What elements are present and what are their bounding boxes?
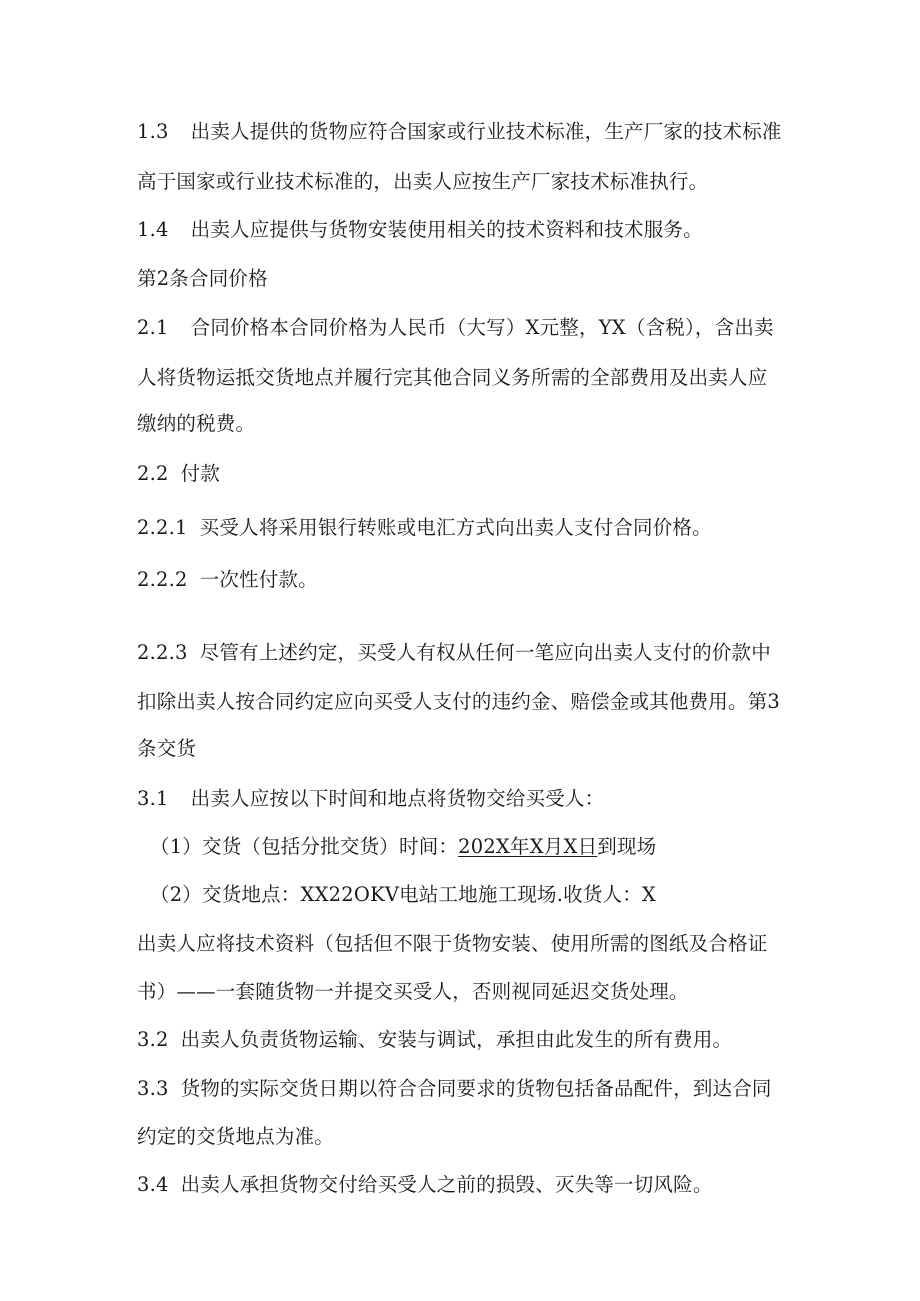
clause-number: 2.2.2 bbox=[137, 568, 188, 591]
clause-text: 出卖人承担货物交付给买受人之前的损毁、灭失等一切风险。 bbox=[180, 1173, 713, 1196]
article-2-heading: 第2条合同价格 bbox=[137, 267, 268, 290]
clause-1-3-line-1 bbox=[137, 120, 797, 144]
clause-text: 货物的实际交货日期以符合合同要求的货物包括备品配件，到达合同 bbox=[180, 1077, 772, 1100]
clause-2-2 bbox=[137, 462, 797, 486]
clause-2-2-3-line-1 bbox=[137, 641, 797, 665]
clause-2-2-1 bbox=[137, 516, 797, 540]
delivery-time-item bbox=[150, 835, 810, 859]
tech-docs-line-1: 出卖人应将技术资料（包括但不限于货物安装、使用所需的图纸及合格证 bbox=[137, 932, 768, 955]
clause-number: 3.3 bbox=[137, 1077, 169, 1100]
delivery-time-suffix: 到现场 bbox=[597, 835, 657, 858]
clause-text: 一次性付款。 bbox=[199, 568, 318, 591]
clause-2-2-3-line-2: 扣除出卖人按合同约定应向买受人支付的违约金、赔偿金或其他费用。第3 bbox=[137, 690, 781, 713]
clause-1-3-line-2: 高于国家或行业技术标准的，出卖人应按生产厂家技术标准执行。 bbox=[137, 170, 709, 193]
delivery-location-item: （2）交货地点：XX22OKV电站工地施工现场.收货人：X bbox=[150, 883, 657, 906]
clause-3-1 bbox=[137, 787, 797, 811]
clause-3-2 bbox=[137, 1028, 797, 1052]
delivery-time-label: （1）交货（包括分批交货）时间： bbox=[150, 835, 459, 858]
clause-text: 付款 bbox=[180, 462, 221, 485]
clause-text: 合同价格本合同价格为人民币（大写）X元整，YX（含税），含出卖 bbox=[190, 316, 774, 339]
delivery-date: 202X年X月X日 bbox=[458, 835, 598, 858]
clause-2-1-line-3: 缴纳的税费。 bbox=[137, 412, 256, 435]
tech-docs-line-2: 书）——一套随货物一并提交买受人，否则视同延迟交货处理。 bbox=[137, 980, 689, 1003]
clause-number: 2.2.1 bbox=[137, 516, 188, 539]
clause-text: 出卖人应提供与货物安装使用相关的技术资料和技术服务。 bbox=[190, 218, 703, 241]
clause-3-3-line-1 bbox=[137, 1077, 797, 1101]
clause-text: 尽管有上述约定，买受人有权从任何一笔应向出卖人支付的价款中 bbox=[199, 641, 771, 664]
clause-number: 1.3 bbox=[137, 120, 169, 143]
clause-number: 3.1 bbox=[137, 787, 169, 810]
clause-number: 3.4 bbox=[137, 1173, 169, 1196]
clause-number: 2.2 bbox=[137, 462, 169, 485]
clause-2-2-2 bbox=[137, 568, 797, 592]
clause-number: 2.1 bbox=[137, 316, 169, 339]
clause-text: 出卖人负责货物运输、安装与调试，承担由此发生的所有费用。 bbox=[180, 1028, 733, 1051]
clause-1-4 bbox=[137, 218, 797, 242]
clause-3-3-line-2: 约定的交货地点为准。 bbox=[137, 1125, 335, 1148]
clause-2-1-line-2: 人将货物运抵交货地点并履行完其他合同义务所需的全部费用及出卖人应 bbox=[137, 366, 768, 389]
clause-number: 3.2 bbox=[137, 1028, 169, 1051]
clause-text: 出卖人提供的货物应符合国家或行业技术标准，生产厂家的技术标准 bbox=[190, 120, 782, 143]
clause-2-2-3-line-3: 条交货 bbox=[137, 737, 197, 760]
clause-2-1-line-1 bbox=[137, 316, 797, 340]
clause-number: 2.2.3 bbox=[137, 641, 188, 664]
clause-text: 出卖人应按以下时间和地点将货物交给买受人： bbox=[190, 787, 605, 810]
clause-3-4 bbox=[137, 1173, 797, 1197]
clause-text: 买受人将采用银行转账或电汇方式向出卖人支付合同价格。 bbox=[199, 516, 712, 539]
clause-number: 1.4 bbox=[137, 218, 169, 241]
